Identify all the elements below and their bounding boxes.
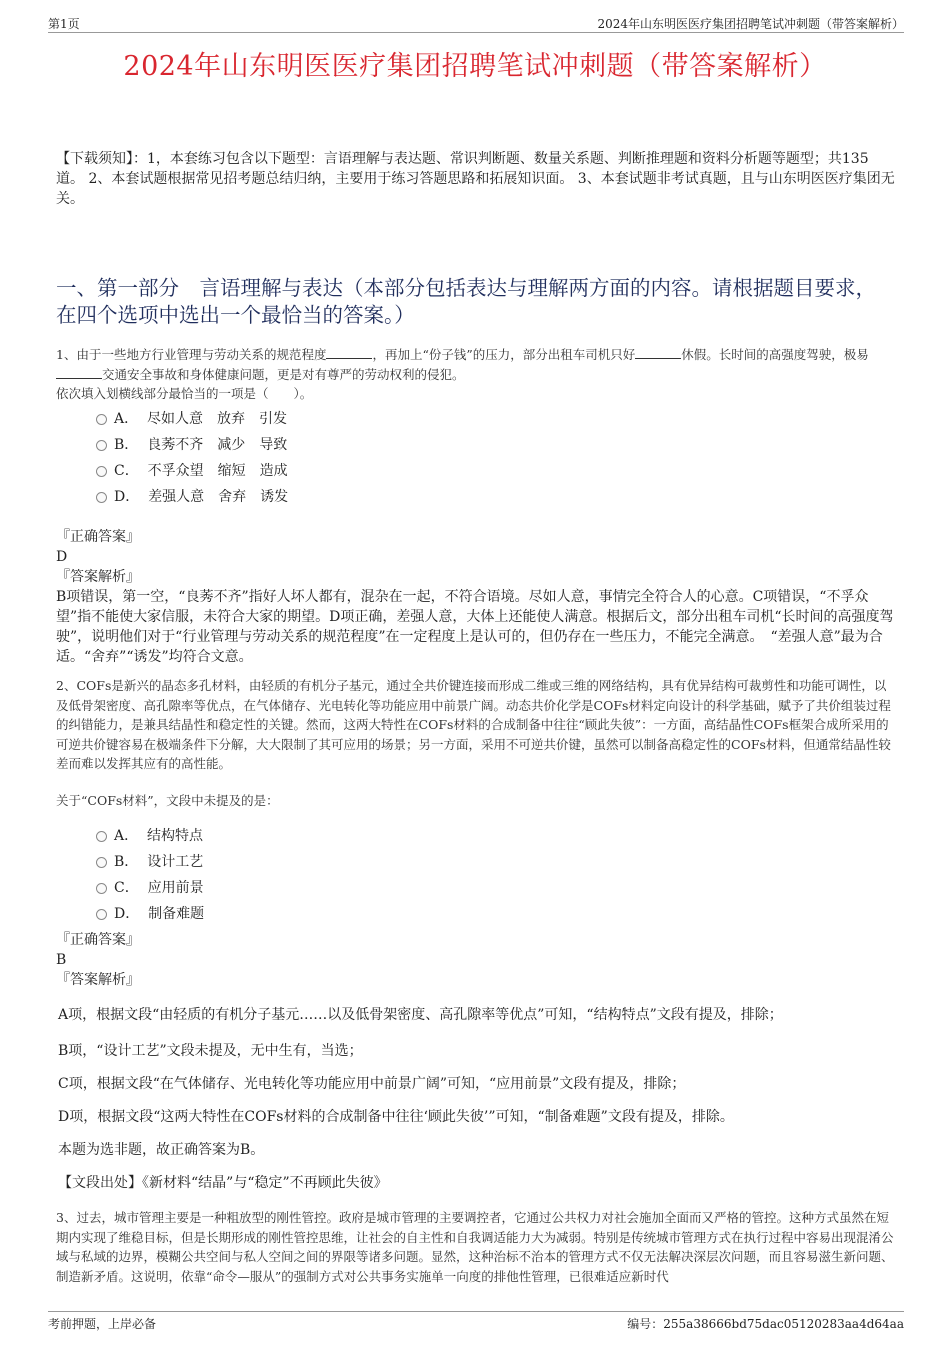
blank-3	[56, 365, 102, 379]
analysis-line-d: D项，根据文段“这两大特性在COFs材料的合成制备中往往‘顾此失彼’”可知，“制备难题”文段有提及，排除。	[58, 1109, 734, 1125]
blank-1	[326, 345, 372, 359]
question-2-stem: 2、COFs是新兴的晶态多孔材料，由轻质的有机分子基元，通过全共价键连接而形成二维或三维的网络结构，具有优异结构可裁剪性和功能可调性，以及低骨架密度、高孔隙率等优点，在气体储存、光电转化等功能应用中前景广阔。动态共价化学是COFs材料定向设计的科学基础，赋予了共价组装过程的纠错能力，是兼具结晶性和稳定性的关键。然而，这两大特性在COFs材料的合成制备中往往“顾此失彼”：一方面，高结晶性COFs框架合成所采用的可逆共价键容易在极端条件下分解，大大限制了其可应用的场景；另一方面，采用不可逆共价键，虽然可以制备高稳定性的COFs材料，但通常结晶性较差而难以发挥其应有的高性能。	[56, 678, 891, 771]
radio-icon[interactable]	[96, 831, 107, 842]
radio-icon[interactable]	[96, 883, 107, 894]
question-1-prompt: 依次填入划横线部分最恰当的一项是（ ）。	[56, 386, 313, 401]
document-title: 2024年山东明医医疗集团招聘笔试冲刺题（带答案解析）	[123, 51, 827, 82]
analysis-line-b: B项，“设计工艺”文段未提及，无中生有，当选；	[58, 1043, 363, 1059]
page-header	[48, 14, 904, 33]
page-footer	[48, 1311, 904, 1331]
question-1-stem	[56, 345, 896, 404]
analysis-label: 『答案解析』	[56, 972, 140, 988]
page-number: 第1页	[48, 17, 80, 31]
analysis-label: 『答案解析』	[56, 569, 140, 585]
analysis-conclusion: 本题为选非题，故正确答案为B。	[58, 1142, 265, 1158]
question-1-answer-block	[56, 527, 894, 667]
blank-2	[635, 345, 681, 359]
q1-stem-part: 休假。长时间的高强度驾驶，极易	[681, 347, 869, 362]
q1-stem-part: 交通安全事故和身体健康问题，更是对有尊严的劳动权利的侵犯。	[102, 366, 465, 382]
radio-icon[interactable]	[96, 440, 107, 451]
question-2-prompt: 关于“COFs材料”，文段中未提及的是：	[56, 793, 279, 808]
source-citation: 【文段出处】《新材料“结晶”与“稳定”不再顾此失彼》	[58, 1175, 388, 1191]
analysis-text: B项错误，第一空，“良莠不齐”指好人坏人都有，混杂在一起，不符合语境。尽如人意，事情完全符合人的心意。C项错误，“不孚众望”指不能使大家信服，未符合大家的期望。D项正确，差强人意，大体上还能使人满意。根据后文，部分出租车司机“长时间的高强度驾驶”，说明他们对于“行业管理与劳动关系的规范程度”在一定程度上是认可的，但仍存在一些压力，不能完全满意。 “差强人意”最为合适。“舍弃”“诱发”均符合文意。	[56, 589, 894, 665]
radio-icon[interactable]	[96, 492, 107, 503]
footer-doc-id: 编号：255a38666bd75dac05120283aa4d64aa	[627, 1317, 904, 1331]
radio-icon[interactable]	[96, 466, 107, 477]
correct-answer: D	[56, 549, 68, 565]
question-3-stem: 3、过去，城市管理主要是一种粗放型的刚性管控。政府是城市管理的主要调控者，它通过公共权力对社会施加全面而又严格的管控。这种方式虽然在短期内实现了维稳目标，但是长期形成的刚性管控思维，让社会的自主性和自我调适能力大为减弱。特别是传统城市管理方式在执行过程中容易出现混淆公域与私域的边界，模糊公共空间与私人空间之间的界限等诸多问题。显然，这种治标不治本的管理方式不仅无法解决深层次问题，而且容易滋生新问题、制造新矛盾。这说明，依靠“命令—服从”的强制方式对公共事务实施单一向度的排他性管理，已很难适应新时代	[56, 1210, 894, 1284]
answer-label: 『正确答案』	[56, 932, 140, 948]
download-notice: 【下载须知】：1，本套练习包含以下题型：言语理解与表达题、常识判断题、数量关系题、判断推理题和资料分析题等题型；共135道。 2、本套试题根据常见招考题总结归纳，主要用于练习答题思路和拓展知识面。 3、本套试题非考试真题，且与山东明医医疗集团无关。	[56, 151, 895, 207]
question-2-answer-block	[56, 930, 894, 990]
radio-icon[interactable]	[96, 857, 107, 868]
answer-label: 『正确答案』	[56, 529, 140, 545]
radio-icon[interactable]	[96, 909, 107, 920]
header-doc-title: 2024年山东明医医疗集团招聘笔试冲刺题（带答案解析）	[597, 17, 904, 31]
analysis-line-c: C项，根据文段“在气体储存、光电转化等功能应用中前景广阔”可知，“应用前景”文段有提及，排除；	[58, 1076, 686, 1092]
q1-stem-part: 1、由于一些地方行业管理与劳动关系的规范程度	[56, 347, 327, 362]
analysis-line-a: A项，根据文段“由轻质的有机分子基元……以及低骨架密度、高孔隙率等优点”可知，“结构特点”文段有提及，排除；	[58, 1007, 783, 1023]
footer-slogan: 考前押题，上岸必备	[48, 1317, 157, 1331]
correct-answer: B	[56, 952, 67, 968]
section-title: 一、第一部分 言语理解与表达（本部分包括表达与理解两方面的内容。请根据题目要求，在四个选项中选出一个最恰当的答案。）	[56, 276, 876, 327]
q1-stem-part: ，再加上“份子钱”的压力，部分出租车司机只好	[372, 347, 636, 362]
radio-icon[interactable]	[96, 414, 107, 425]
